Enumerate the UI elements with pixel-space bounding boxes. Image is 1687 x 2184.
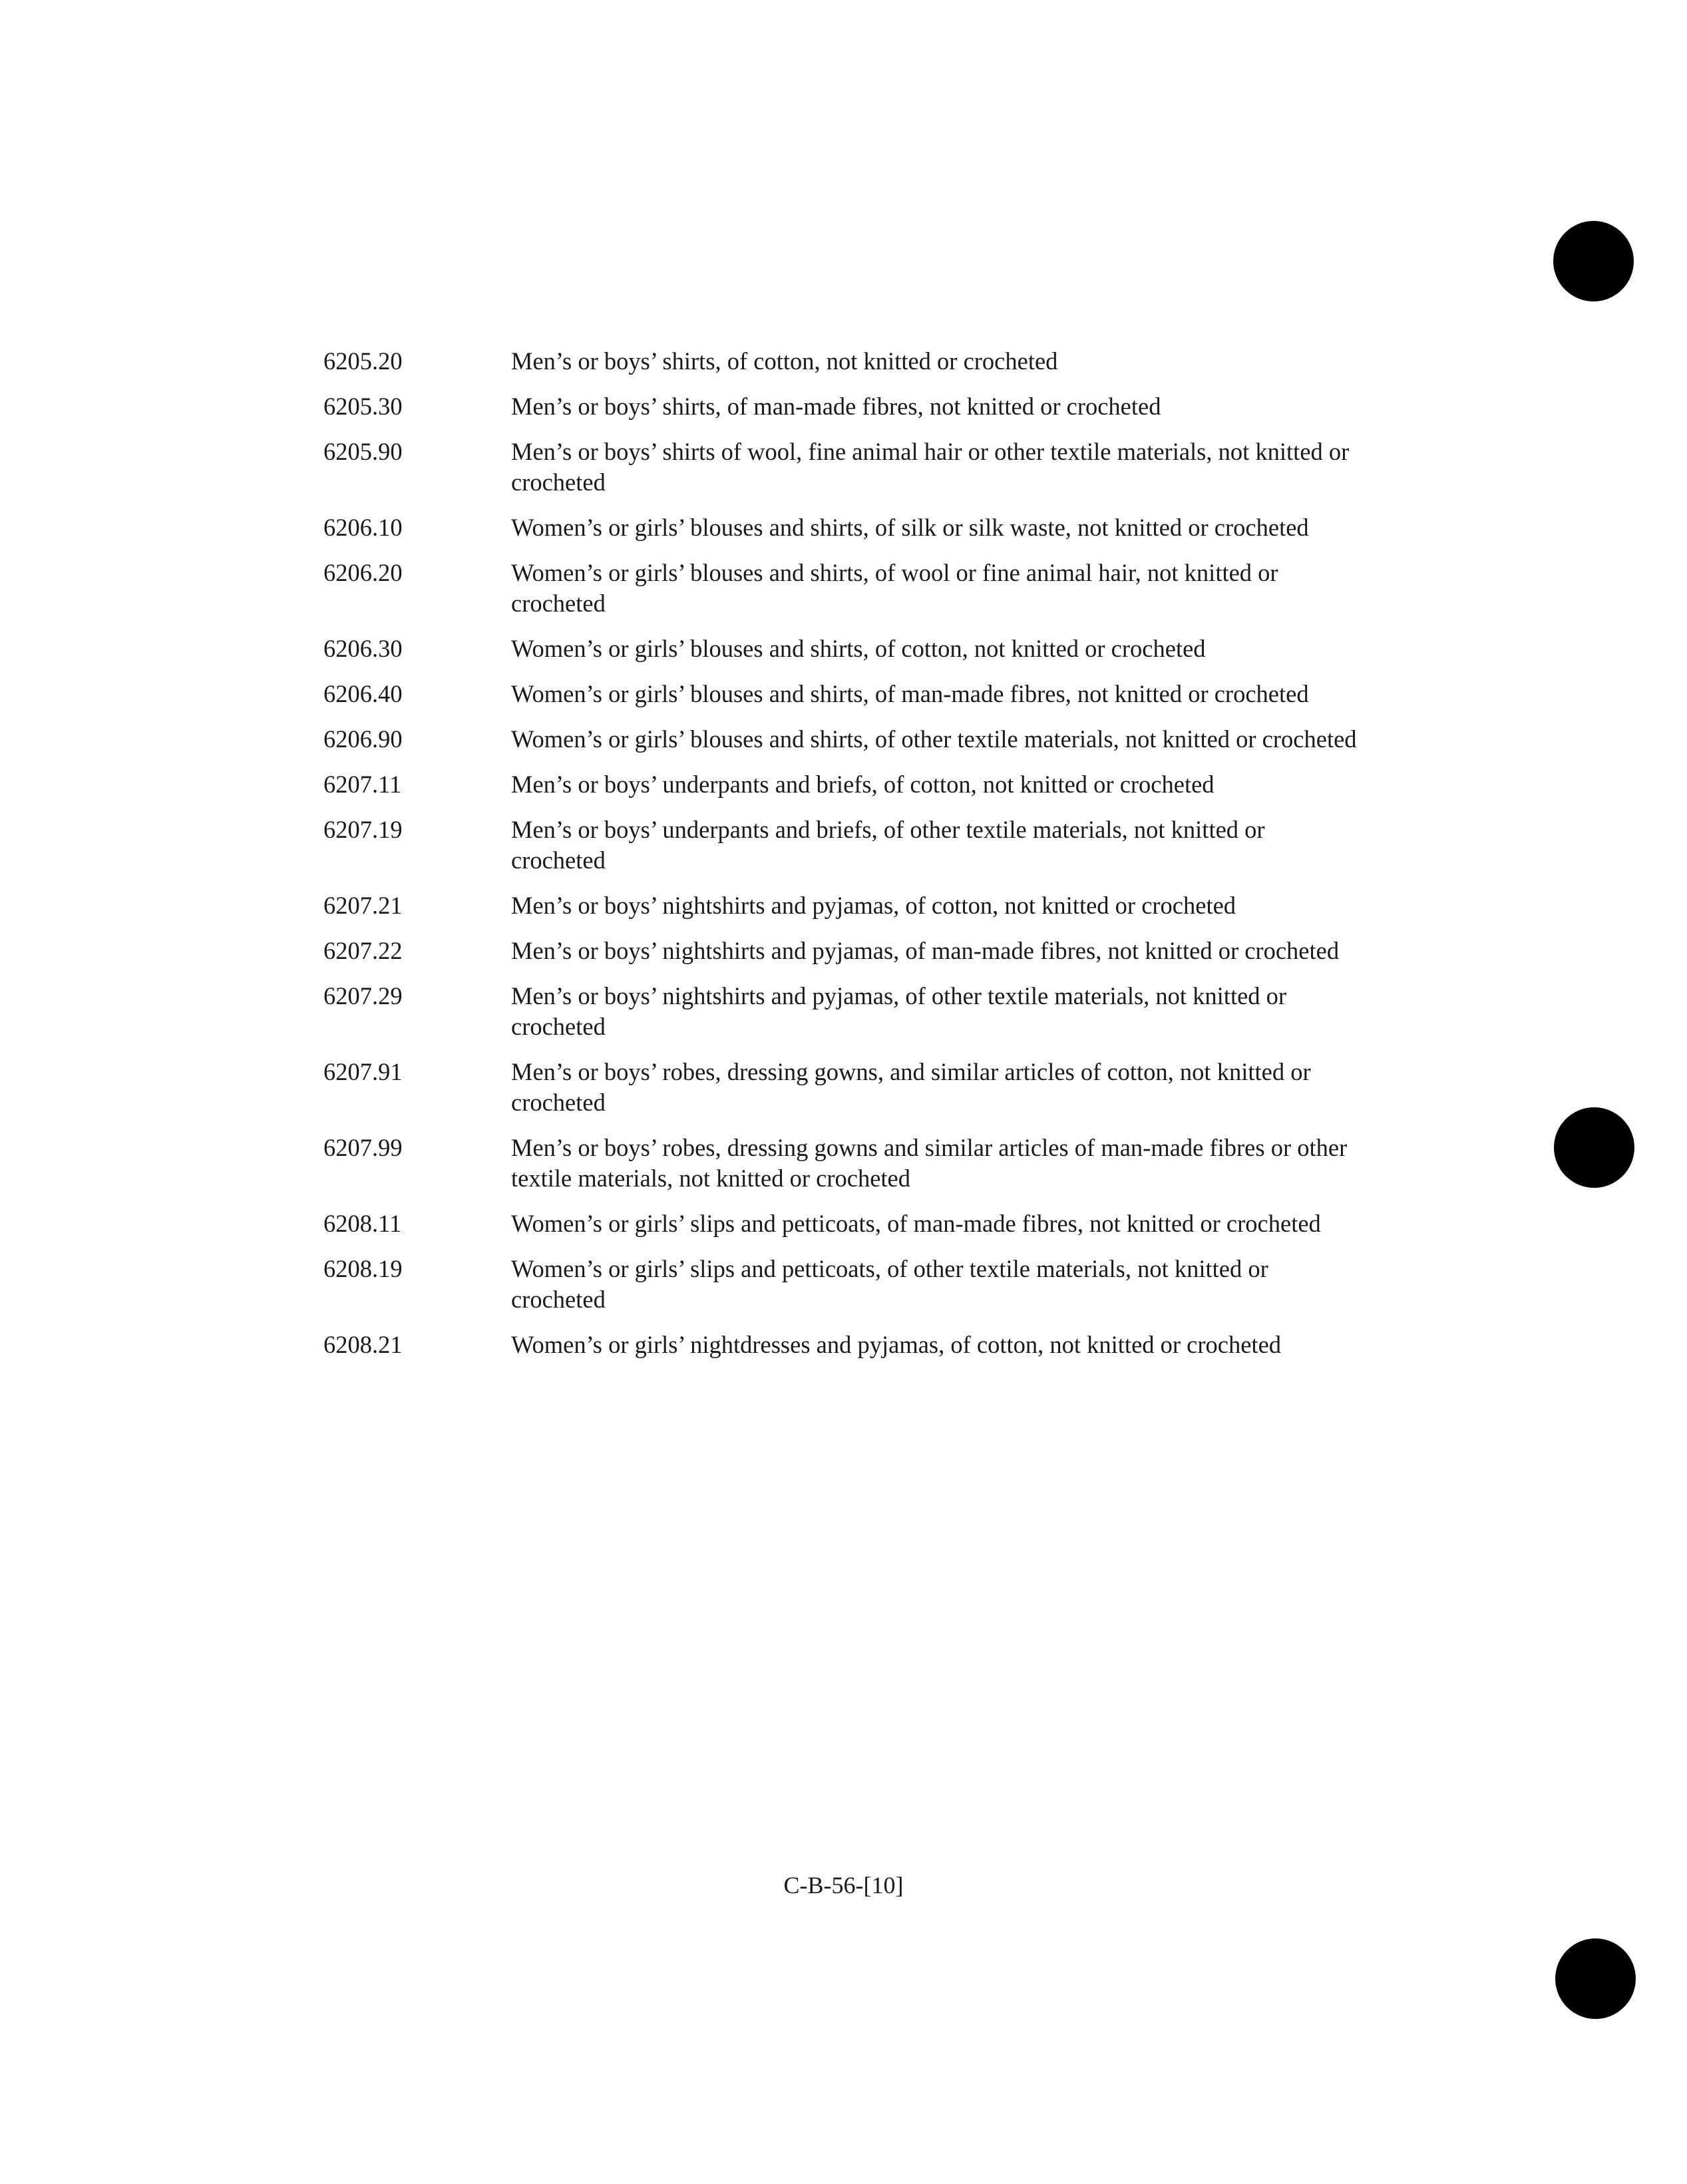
punch-hole-bottom bbox=[1555, 1938, 1636, 2019]
tariff-code: 6206.10 bbox=[323, 514, 403, 541]
tariff-entry bbox=[323, 391, 1362, 422]
tariff-description: Women’s or girls’ blouses and shirts, of other textile materials, not knitted or crocheted bbox=[511, 725, 1357, 753]
tariff-entry bbox=[323, 724, 1362, 755]
tariff-entry bbox=[323, 1208, 1362, 1239]
tariff-entry bbox=[323, 1133, 1362, 1194]
tariff-code: 6208.11 bbox=[323, 1210, 402, 1237]
tariff-description: Men’s or boys’ robes, dressing gowns, and similar articles of cotton, not knitted or crocheted bbox=[511, 1058, 1311, 1116]
tariff-entry bbox=[323, 437, 1362, 498]
tariff-entry bbox=[323, 558, 1362, 619]
tariff-entry bbox=[323, 1330, 1362, 1360]
tariff-entry bbox=[323, 512, 1362, 543]
tariff-description: Women’s or girls’ nightdresses and pyjamas, of cotton, not knitted or crocheted bbox=[511, 1331, 1282, 1358]
tariff-entry bbox=[323, 815, 1362, 876]
tariff-code: 6208.21 bbox=[323, 1331, 403, 1358]
tariff-entry bbox=[323, 981, 1362, 1042]
tariff-description: Women’s or girls’ slips and petticoats, of man-made fibres, not knitted or crocheted bbox=[511, 1210, 1321, 1237]
tariff-code: 6207.22 bbox=[323, 937, 403, 964]
tariff-description: Men’s or boys’ shirts, of cotton, not knitted or crocheted bbox=[511, 347, 1058, 375]
tariff-code: 6205.30 bbox=[323, 393, 403, 420]
tariff-code: 6207.21 bbox=[323, 892, 403, 919]
tariff-entry bbox=[323, 769, 1362, 800]
tariff-code: 6207.11 bbox=[323, 771, 402, 798]
punch-hole-top bbox=[1553, 221, 1634, 301]
tariff-description: Men’s or boys’ nightshirts and pyjamas, of cotton, not knitted or crocheted bbox=[511, 892, 1236, 919]
tariff-code: 6207.19 bbox=[323, 816, 403, 843]
tariff-description: Men’s or boys’ nightshirts and pyjamas, of man-made fibres, not knitted or crocheted bbox=[511, 937, 1340, 964]
tariff-description: Men’s or boys’ shirts, of man-made fibres, not knitted or crocheted bbox=[511, 393, 1161, 420]
tariff-entry bbox=[323, 634, 1362, 664]
tariff-code: 6207.29 bbox=[323, 982, 403, 1009]
tariff-description: Women’s or girls’ slips and petticoats, of other textile materials, not knitted or crocheted bbox=[511, 1255, 1268, 1313]
tariff-code: 6206.40 bbox=[323, 680, 403, 707]
punch-hole-middle bbox=[1554, 1107, 1634, 1188]
tariff-description: Men’s or boys’ nightshirts and pyjamas, of other textile materials, not knitted or crocheted bbox=[511, 982, 1287, 1040]
tariff-code: 6206.20 bbox=[323, 559, 403, 586]
tariff-description: Women’s or girls’ blouses and shirts, of man-made fibres, not knitted or crocheted bbox=[511, 680, 1309, 707]
tariff-entry bbox=[323, 890, 1362, 921]
tariff-code: 6205.90 bbox=[323, 438, 403, 465]
tariff-code: 6207.91 bbox=[323, 1058, 403, 1085]
tariff-description: Women’s or girls’ blouses and shirts, of wool or fine animal hair, not knitted or crocheted bbox=[511, 559, 1278, 617]
tariff-entry bbox=[323, 1057, 1362, 1118]
tariff-entry-list bbox=[323, 346, 1362, 1375]
tariff-description: Men’s or boys’ underpants and briefs, of cotton, not knitted or crocheted bbox=[511, 771, 1215, 798]
tariff-description: Women’s or girls’ blouses and shirts, of cotton, not knitted or crocheted bbox=[511, 635, 1206, 662]
tariff-code: 6206.90 bbox=[323, 725, 403, 753]
tariff-description: Women’s or girls’ blouses and shirts, of silk or silk waste, not knitted or crocheted bbox=[511, 514, 1309, 541]
tariff-entry bbox=[323, 936, 1362, 966]
tariff-code: 6206.30 bbox=[323, 635, 403, 662]
tariff-description: Men’s or boys’ underpants and briefs, of other textile materials, not knitted or crocheted bbox=[511, 816, 1265, 874]
tariff-description: Men’s or boys’ shirts of wool, fine animal hair or other textile materials, not knitted or crocheted bbox=[511, 438, 1350, 496]
tariff-entry bbox=[323, 679, 1362, 709]
tariff-entry bbox=[323, 1254, 1362, 1315]
tariff-description: Men’s or boys’ robes, dressing gowns and similar articles of man-made fibres or other textile materials, not knitted or crocheted bbox=[511, 1134, 1348, 1192]
tariff-code: 6205.20 bbox=[323, 347, 403, 375]
tariff-code: 6208.19 bbox=[323, 1255, 403, 1282]
tariff-entry bbox=[323, 346, 1362, 377]
page-number: C-B-56-[10] bbox=[783, 1872, 904, 1899]
tariff-code: 6207.99 bbox=[323, 1134, 403, 1161]
